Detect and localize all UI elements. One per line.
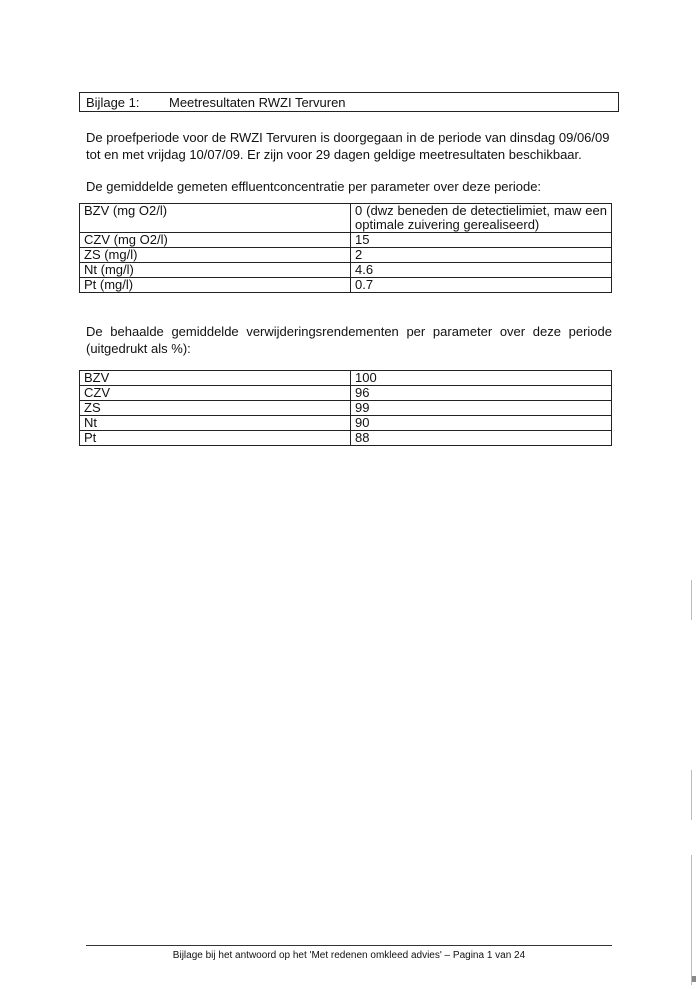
value-cell: 4.6 <box>351 263 612 278</box>
footer-divider <box>86 945 612 946</box>
concentration-intro: De gemiddelde gemeten effluentconcentratie per parameter over deze periode: <box>86 179 542 194</box>
table-row <box>80 416 612 431</box>
scan-edge-mark <box>691 770 692 820</box>
parameter-cell: Pt (mg/l) <box>80 278 351 293</box>
parameter-cell: ZS <box>80 401 351 416</box>
table-row <box>80 401 612 416</box>
value-cell: 90 <box>351 416 612 431</box>
table-row <box>80 204 612 233</box>
value-cell: 88 <box>351 431 612 446</box>
parameter-cell: CZV <box>80 386 351 401</box>
table-row <box>80 248 612 263</box>
value-cell: 0.7 <box>351 278 612 293</box>
efficiency-table <box>79 370 612 446</box>
value-cell: 15 <box>351 233 612 248</box>
intro-paragraph: De proefperiode voor de RWZI Tervuren is doorgegaan in de periode van dinsdag 09/06/09 tot en met vrijdag 10/07/09. Er zijn voor 29 dagen geldige meetresultaten beschikbaar. <box>86 130 610 162</box>
value-cell: 96 <box>351 386 612 401</box>
parameter-cell: BZV <box>80 371 351 386</box>
parameter-cell: ZS (mg/l) <box>80 248 351 263</box>
parameter-cell: Nt (mg/l) <box>80 263 351 278</box>
scan-artifact <box>692 976 696 982</box>
parameter-cell: Nt <box>80 416 351 431</box>
table-row <box>80 278 612 293</box>
scan-edge-mark <box>691 855 692 985</box>
table-row <box>80 431 612 446</box>
efficiency-intro: De behaalde gemiddelde verwijderingsrendementen per parameter over deze periode (uitgedrukt als %): <box>86 324 612 356</box>
appendix-label: Bijlage 1: <box>86 94 140 110</box>
parameter-cell: BZV (mg O2/l) <box>80 204 351 233</box>
value-cell: 2 <box>351 248 612 263</box>
page-footer: Bijlage bij het antwoord op het 'Met redenen omkleed advies' – Pagina 1 van 24 <box>172 950 526 961</box>
appendix-heading <box>79 92 619 112</box>
table-row <box>80 233 612 248</box>
value-cell: 0 (dwz beneden de detectielimiet, maw een optimale zuivering gerealiseerd) <box>351 204 612 233</box>
value-cell: 99 <box>351 401 612 416</box>
table-row <box>80 263 612 278</box>
parameter-cell: Pt <box>80 431 351 446</box>
table-row <box>80 371 612 386</box>
parameter-cell: CZV (mg O2/l) <box>80 233 351 248</box>
scan-edge-mark <box>691 580 692 620</box>
appendix-title: Meetresultaten RWZI Tervuren <box>169 94 346 110</box>
concentration-table <box>79 203 612 293</box>
value-cell: 100 <box>351 371 612 386</box>
table-row <box>80 386 612 401</box>
